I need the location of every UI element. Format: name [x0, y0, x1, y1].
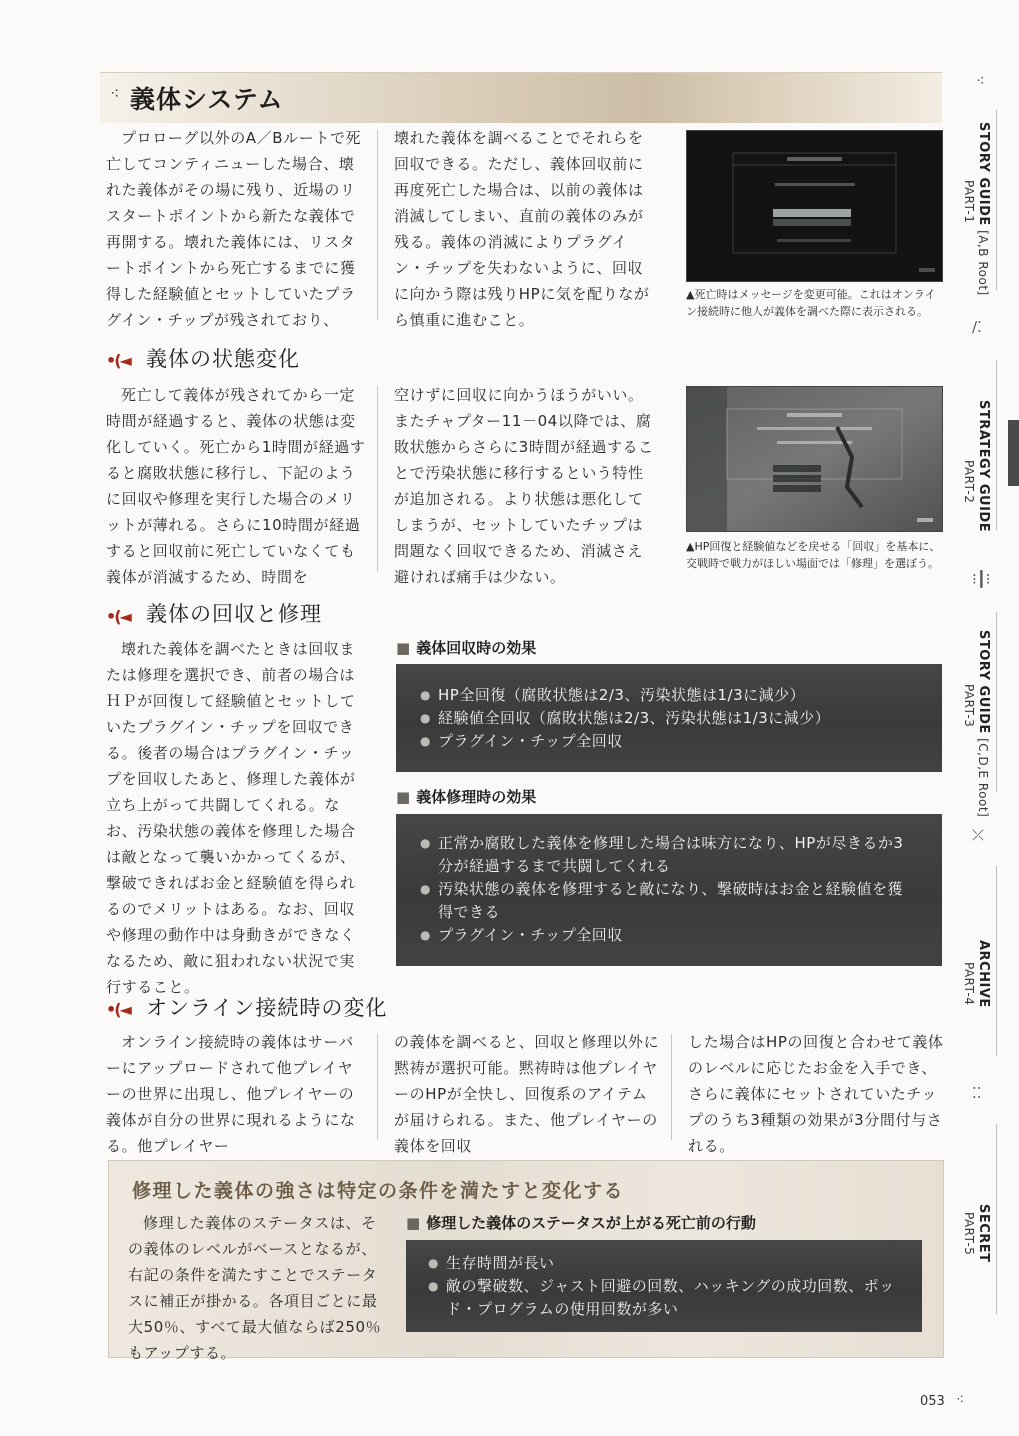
repair-effects-label: ■ 義体修理時の効果 [396, 788, 537, 806]
online-text-col1: オンライン接続時の義体はサーバーにアップロードされて他プレイヤーの世界に出現し、他プレイヤーの義体が自分の世界に現れるようになる。他プレイヤー [106, 1033, 356, 1155]
nav-divider [996, 612, 997, 792]
repair-effects-box [396, 814, 942, 966]
screenshot-death-message [686, 130, 943, 282]
square-bullet-icon: ■ [396, 639, 411, 657]
list-item: ● 汚染状態の義体を修理すると敵になり、撃破時はお金と経験値を獲得できる [420, 878, 912, 924]
nav-divider [996, 110, 997, 290]
status-conditions-box [406, 1240, 922, 1332]
nav-item-story-guide-3[interactable]: STORY GUIDE [C,D,E Root] [976, 630, 991, 818]
title-dots-icon: ⁖ [110, 84, 120, 103]
recovery-effects-box [396, 664, 942, 772]
nav-item-part-4: PART-4 [962, 962, 976, 1006]
nav-item-part-5: PART-5 [962, 1212, 976, 1256]
section-heading-repair: 義体の回収と修理 [146, 602, 322, 626]
nav-item-part-1: PART-1 [962, 180, 976, 224]
nav-divider [996, 360, 997, 530]
page-title: 義体システム [130, 85, 284, 114]
section-bullet-icon: •(◄ [106, 1000, 130, 1019]
nav-item-secret[interactable]: SECRET [976, 1204, 991, 1263]
nav-item-part-3: PART-3 [962, 684, 976, 728]
state-text-col2: 空けずに回収に向かうほうがいい。またチャプター11－04以降では、腐敗状態からさらに3時間が経過することで汚染状態に移行するという特性が追加される。より状態は悪化してしまうが、セットしていたチップは問題なく回収できるため、消滅さえ避ければ痛手は少ない。 [394, 386, 654, 586]
square-bullet-icon: ■ [406, 1214, 421, 1232]
page-dots-icon: ⁖ [956, 1392, 965, 1408]
section-heading-state: 義体の状態変化 [146, 347, 300, 371]
section-bullet-icon: •(◄ [106, 607, 130, 626]
intro-caption: ▲死亡時はメッセージを変更可能。これはオンライン接続時に他人が義体を調べた際に表示される。 [686, 288, 936, 318]
nav-mark-icon: ∕⁚ [972, 318, 982, 336]
list-item: ● 経験値全回収（腐敗状態は2/3、汚染状態は1/3に減少） [420, 707, 942, 730]
column-divider [377, 1034, 378, 1140]
column-divider [377, 386, 378, 572]
column-divider [377, 130, 378, 320]
screenshot-recovery-menu [686, 386, 943, 532]
square-bullet-icon: ■ [396, 788, 411, 806]
nav-mark-icon: ⁚⁚ [972, 1084, 982, 1102]
list-item: ● プラグイン・チップ全回収 [420, 730, 942, 753]
tip-text: 修理した義体のステータスは、その義体のレベルがベースとなるが、右記の条件を満たすことでステータスに補正が掛かる。各項目ごとに最大50％、すべて最大値ならば250％もアップする。 [128, 1214, 382, 1362]
column-divider [671, 1034, 672, 1140]
state-text-col1: 死亡して義体が残されてから一定時間が経過すると、義体の状態は変化していく。死亡から1時間が経過すると腐敗状態に移行し、下記のように回収や修理を実行した場合のメリットが薄れる。さらに10時間が経過すると回収前に死亡していなくても義体が消滅するため、時間を [106, 386, 366, 586]
online-text-col3: した場合はHPの回復と合わせて義体のレベルに応じたお金を入手でき、さらに義体にセットされていたチップのうち3種類の効果が3分間付与される。 [688, 1033, 944, 1155]
nav-dots-icon: ⁖ [976, 72, 985, 90]
nav-item-archive[interactable]: ARCHIVE [976, 940, 991, 1008]
section-heading-online: オンライン接続時の変化 [146, 996, 388, 1020]
list-item: ● 生存時間が長い [428, 1252, 900, 1275]
list-item: ● プラグイン・チップ全回収 [420, 924, 912, 947]
page-number: 053 [920, 1394, 945, 1409]
intro-text-col2: 壊れた義体を調べることでそれらを回収できる。ただし、義体回収前に再度死亡した場合は、以前の義体は消滅してしまい、直前の義体のみが残る。義体の消滅によりプラグイン・チップを失わないように、回収に向かう際は残りHPに気を配りながら慎重に進むこと。 [394, 129, 650, 329]
state-caption: ▲HP回復と経験値などを戻せる「回収」を基本に、交戦時で戦力がほしい場面では「修理」を選ぼう。 [686, 540, 941, 570]
nav-item-story-guide-1[interactable]: STORY GUIDE [A,B Root] [976, 122, 991, 296]
intro-text-col1: プロローグ以外のA／Bルートで死亡してコンティニューした場合、壊れた義体がその場に残り、近場のリスタートポイントから新たな義体で再開する。壊れた義体には、リスタートポイントから死亡するまでに獲得した経験値とセットしていたプラグイン・チップが残されており、 [106, 129, 362, 329]
nav-divider [996, 866, 997, 1056]
online-text-col2: の義体を調べると、回収と修理以外に黙祷が選択可能。黙祷時は他プレイヤーのHPが全快し、回復系のアイテムが届けられる。また、他プレイヤーの義体を回収 [394, 1033, 660, 1155]
list-item: ● 敵の撃破数、ジャスト回避の回数、ハッキングの成功回数、ポッド・プログラムの使用回数が多い [428, 1275, 900, 1321]
list-item: ● 正常か腐敗した義体を修理した場合は味方になり、HPが尽きるか3分が経過するまで共闘してくれる [420, 832, 912, 878]
nav-divider [996, 1124, 997, 1314]
nav-item-part-2: PART-2 [962, 460, 976, 504]
list-item: ● HP全回復（腐敗状態は2/3、汚染状態は1/3に減少） [420, 684, 942, 707]
repair-text: 壊れた義体を調べたときは回収または修理を選択でき、前者の場合はＨＰが回復して経験値とセットしていたプラグイン・チップを回収できる。後者の場合はプラグイン・チップを回収したあと、修理した義体が立ち上がって共闘してくれる。なお、汚染状態の義体を修理した場合は敵となって襲いかかってくるが、撃破できればお金と経験値を得られるのでメリットはある。なお、回収や修理の動作中は身動きができなくなるため、敵に狙われない状況で実行すること。 [106, 640, 356, 996]
nav-active-indicator [1008, 420, 1019, 486]
tip-heading: 修理した義体の強さは特定の条件を満たすと変化する [132, 1180, 625, 1202]
recovery-effects-label: ■ 義体回収時の効果 [396, 639, 537, 657]
section-bullet-icon: •(◄ [106, 351, 130, 370]
nav-mark-icon: ⤫ [972, 826, 985, 844]
nav-item-strategy-guide[interactable]: STRATEGY GUIDE [976, 400, 991, 533]
nav-mark-icon: ⁝┃⁝ [972, 570, 991, 588]
status-conditions-label: ■ 修理した義体のステータスが上がる死亡前の行動 [406, 1214, 756, 1232]
